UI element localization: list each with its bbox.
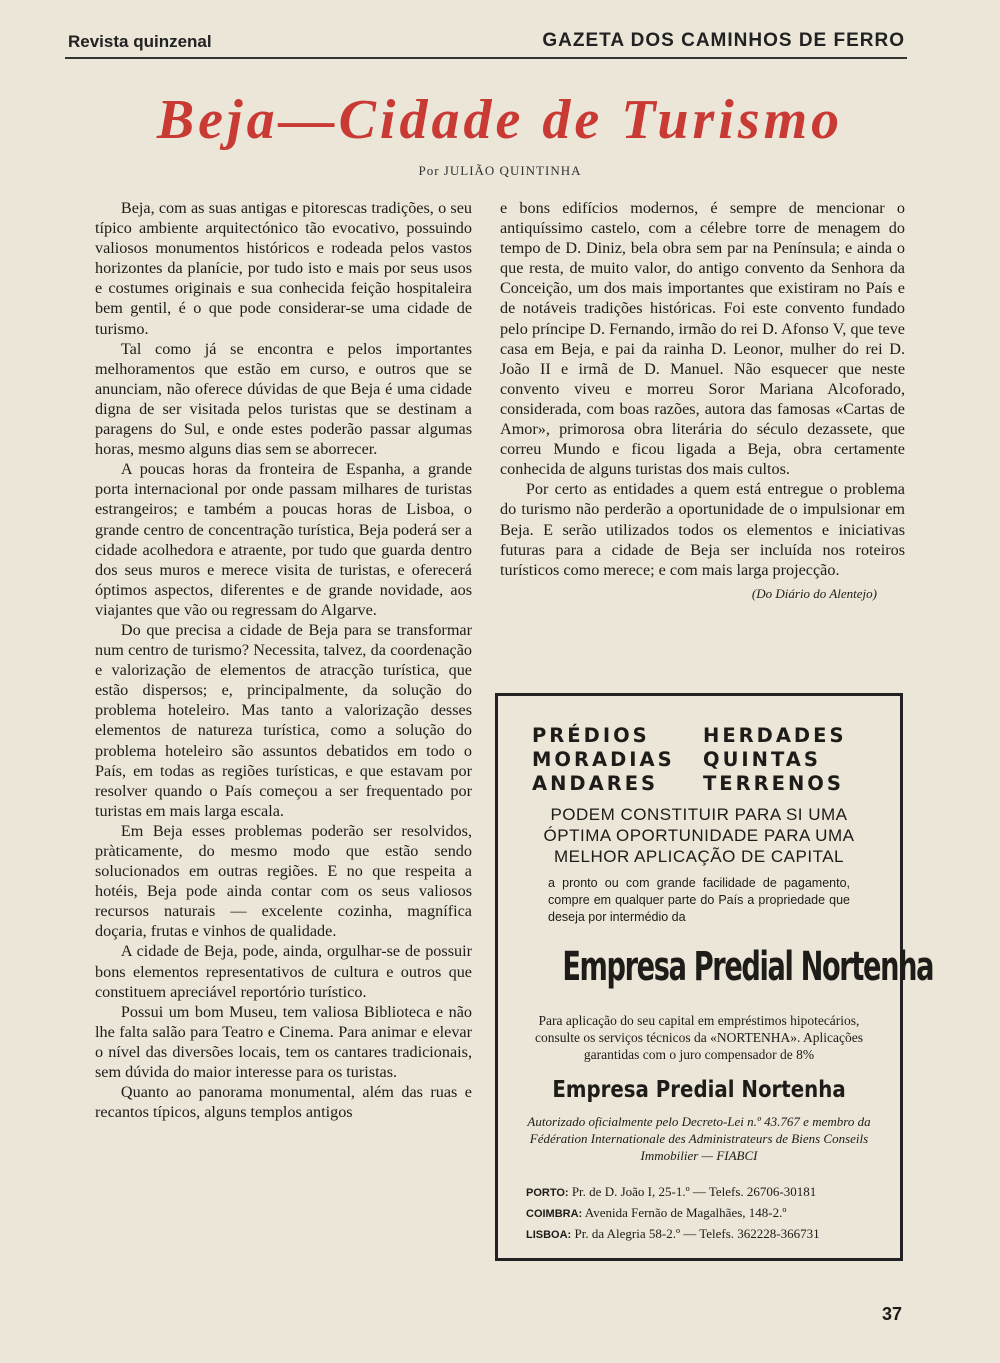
paragraph: Tal como já se encontra e pelos importantes melhoramentos que estão em curso, e outros que se anunciam, não oferece dúvidas de que Beja é uma cidade digna de ser visitada pelos turistas que se destinam a paragens do Sul, e onde estes poderão passar algumas horas, mesmo alguns dias sem se aborrecer. <box>95 339 472 459</box>
contact-line <box>526 1182 900 1203</box>
property-type: ANDARES <box>532 772 659 795</box>
contact-city: PORTO: <box>526 1187 569 1199</box>
advert-company-name: Empresa Predial Nortenha <box>552 1077 846 1103</box>
source-name: Diário do Alentejo <box>775 585 873 601</box>
paragraph: e bons edifícios modernos, é sempre de mencionar o antiquíssimo castelo, com a célebre torre de menagem do tempo de D. Diniz, bela obra sem par na Península; e ainda o que resta, de muito valor, do antigo convento da Senhora da Conceição, um dos mais importantes que existiram no País e de notáveis tradições históricas. Foi este convento fundado pelo príncipe D. Fernando, irmão do rei D. Afonso V, que teve casa em Beja, e pai da rainha D. Leonor, mulher do rei D. João II e irmã de D. Manuel. Não esquecer que neste convento viveu e morreu Soror Mariana Alcoforado, considerada, com boas razões, autora das famosas «Cartas de Amor», primorosa obra literária do século dezassete, que correu Mundo e ficou ligada a Beja, obra certamente conhecida de alguns turistas dos mais cultos. <box>500 199 905 479</box>
property-type: TERRENOS <box>703 772 844 795</box>
source-prefix: (Do <box>751 585 776 601</box>
property-type: HERDADES <box>703 724 847 747</box>
property-type: QUINTAS <box>703 748 821 771</box>
advert-headline <box>498 804 900 867</box>
article-byline: Por JULIÃO QUINTINHA <box>418 163 582 178</box>
contact-address: Avenida Fernão de Magalhães, 148-2.º <box>584 1205 787 1220</box>
contact-city: LISBOA: <box>526 1229 572 1241</box>
contact-line <box>526 1203 900 1224</box>
advert-authorization: Autorizado oficialmente pelo Decreto-Lei n.º 43.767 e membro da Fédération Internationale des Administrateurs de Biens Conseils Immobilier — FIABCI <box>527 1114 871 1163</box>
advert-property-types <box>532 724 874 796</box>
contact-city: COIMBRA: <box>526 1208 583 1220</box>
paragraph: Quanto ao panorama monumental, além das ruas e recantos típicos, alguns templos antigos <box>95 1083 472 1122</box>
paragraph: Em Beja esses problemas poderão ser resolvidos, pràticamente, do mesmo modo que estão sendo solucionados em outras regiões. E no que respeita a hotéis, Beja pode ainda contar com os seus valiosos recursos naturais — excelente cozinha, magnífica doçaria, frutas e vinhos de qualidade. <box>95 821 472 941</box>
paragraph: Possui um bom Museu, tem valiosa Biblioteca e não lhe falta salão para Teatro e Cinema. Para animar e elevar o nível das diversões locais, tem os cantares tradicionais, sem dúvida do maior interesse para os turistas. <box>95 1002 472 1082</box>
header-rule <box>65 57 907 59</box>
headline-line: MELHOR APLICAÇÃO DE CAPITAL <box>554 847 844 866</box>
paragraph: Beja, com as suas antigas e pitorescas tradições, o seu típico ambiente arquitectónico tão evocativo, possuindo valiosos monumentos históricos e rodeada pelos vastos horizontes da planície, por tudo isto e mais por seus usos e costumes originais e sua conhecida feição hospitaleira bem gentil, é o que pode considerar-se uma cidade de turismo. <box>95 199 472 338</box>
paragraph: Do que precisa a cidade de Beja para se transformar num centro de turismo? Necessita, talvez, da coordenação e valorização de elementos de atracção turística, que estão dispersos; e, principalmente, da solução do problema hoteleiro. Mas tanto a valorização desses elementos de natureza turística, como a solução do problema hoteleiro são assuntos debatidos em todo o País, em todas as regiões turísticas, e que estavam por resolver quando o País começou a ser frequentado por turistas em mais larga escala. <box>95 620 472 820</box>
paragraph: Por certo as entidades a quem está entregue o problema do turismo não perderão a oportunidade de o impulsionar em Beja. E serão utilizados todos os elementos e iniciativas futuras para a cidade de Beja ser incluída nos roteiros turísticos como merece; e com mais larga projecção. <box>500 480 905 579</box>
article-column-left <box>95 198 472 1122</box>
article-column-right <box>500 198 905 604</box>
paragraph: A poucas horas da fronteira de Espanha, a grande porta internacional por onde passam milhares de turistas estrangeiros; e também a poucas horas de Lisboa, o grande centro de concentração turística, Beja poderá ser a cidade acolhedora e atraente, por tudo que guarda dentro dos seus muros e merece visita de turistas, e oferecerá óptimos aspectos, diferentes e de grande novidade, aos viajantes que vão ou regressam do Algarve. <box>95 460 472 619</box>
contact-address: Pr. da Alegria 58-2.º — Telefs. 362228-366731 <box>574 1226 820 1241</box>
property-type: MORADIAS <box>532 748 675 771</box>
source-suffix: ) <box>872 585 877 601</box>
advert-text: a pronto ou com grande facilidade de pagamento, compre em qualquer parte do País a propriedade que deseja por intermédio da <box>548 876 850 924</box>
header-right: GAZETA DOS CAMINHOS DE FERRO <box>542 30 905 51</box>
real-estate-advert <box>495 693 934 1261</box>
contact-address: Pr. de D. João I, 25-1.º — Telefs. 26706-30181 <box>571 1184 817 1199</box>
page-number: 37 <box>881 1304 902 1324</box>
article-source <box>500 584 905 604</box>
advert-company-name-large: Empresa Predial Nortenha <box>562 944 934 990</box>
property-type: PRÉDIOS <box>532 724 650 747</box>
paragraph: A cidade de Beja, pode, ainda, orgulhar-se de possuir bons elementos representativos de cultura e outros que constituem apreciável reportório turístico. <box>95 942 472 1001</box>
headline-line: ÓPTIMA OPORTUNIDADE PARA UMA <box>543 826 855 845</box>
article-title: Beja—Cidade de Turismo <box>156 89 844 151</box>
advert-loan-text: Para aplicação do seu capital em empréstimos hipotecários, consulte os serviços técnicos da «NORTENHA». Aplicações garantidas com o juro compensador de 8% <box>535 1013 863 1062</box>
contact-line <box>526 1224 900 1245</box>
header-left: Revista quinzenal <box>68 32 212 51</box>
headline-line: PODEM CONSTITUIR PARA SI UMA <box>550 805 848 824</box>
advert-contacts <box>526 1182 900 1245</box>
